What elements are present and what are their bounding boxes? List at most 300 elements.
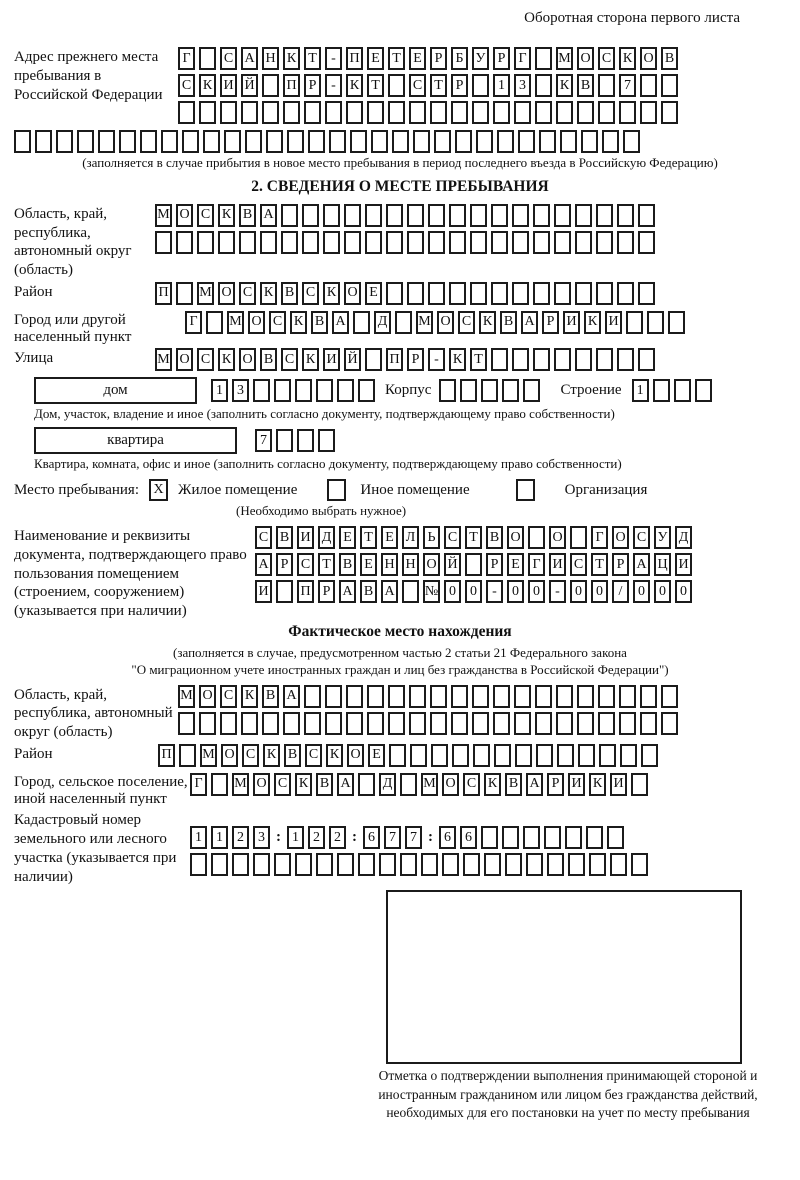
char-cell[interactable] — [575, 231, 592, 254]
char-cell[interactable] — [640, 685, 657, 708]
char-cell[interactable] — [554, 231, 571, 254]
stroenie-cells[interactable] — [632, 379, 716, 402]
char-cell[interactable]: В — [311, 311, 328, 334]
char-cell[interactable] — [502, 379, 519, 402]
char-cell[interactable] — [554, 204, 571, 227]
char-cell[interactable]: М — [155, 348, 172, 371]
char-cell[interactable] — [575, 348, 592, 371]
house-cells[interactable] — [211, 379, 379, 402]
char-cell[interactable]: Д — [318, 526, 335, 549]
char-cell[interactable] — [617, 348, 634, 371]
char-cell[interactable]: 0 — [444, 580, 461, 603]
char-cell[interactable] — [598, 74, 615, 97]
char-cell[interactable] — [523, 826, 540, 849]
char-cell[interactable] — [276, 580, 293, 603]
char-cell[interactable] — [484, 853, 501, 876]
region-row-2[interactable] — [155, 231, 659, 254]
char-cell[interactable]: К — [302, 348, 319, 371]
char-cell[interactable] — [224, 130, 241, 153]
char-cell[interactable]: О — [577, 47, 594, 70]
char-cell[interactable]: И — [323, 348, 340, 371]
char-cell[interactable]: К — [295, 773, 312, 796]
korpus-cells[interactable] — [439, 379, 544, 402]
char-cell[interactable] — [178, 712, 195, 735]
char-cell[interactable] — [283, 101, 300, 124]
char-cell[interactable]: Р — [542, 311, 559, 334]
char-cell[interactable] — [283, 712, 300, 735]
char-cell[interactable] — [626, 311, 643, 334]
char-cell[interactable]: Р — [493, 47, 510, 70]
char-cell[interactable] — [428, 231, 445, 254]
char-cell[interactable] — [367, 712, 384, 735]
char-cell[interactable] — [556, 101, 573, 124]
char-cell[interactable] — [577, 101, 594, 124]
char-cell[interactable] — [430, 712, 447, 735]
char-cell[interactable]: А — [332, 311, 349, 334]
char-cell[interactable] — [674, 379, 691, 402]
char-cell[interactable]: Н — [381, 553, 398, 576]
char-cell[interactable] — [514, 685, 531, 708]
char-cell[interactable] — [491, 204, 508, 227]
char-cell[interactable]: Л — [402, 526, 419, 549]
char-cell[interactable] — [589, 853, 606, 876]
char-cell[interactable] — [77, 130, 94, 153]
char-cell[interactable]: С — [220, 685, 237, 708]
char-cell[interactable]: В — [262, 685, 279, 708]
char-cell[interactable] — [281, 204, 298, 227]
char-cell[interactable] — [190, 853, 207, 876]
char-cell[interactable] — [337, 853, 354, 876]
char-cell[interactable] — [560, 130, 577, 153]
char-cell[interactable]: К — [283, 47, 300, 70]
char-cell[interactable] — [199, 47, 216, 70]
char-cell[interactable] — [439, 379, 456, 402]
char-cell[interactable] — [640, 101, 657, 124]
char-cell[interactable]: 6 — [363, 826, 380, 849]
char-cell[interactable] — [631, 773, 648, 796]
char-cell[interactable] — [402, 580, 419, 603]
char-cell[interactable] — [451, 712, 468, 735]
char-cell[interactable]: С — [633, 526, 650, 549]
char-cell[interactable] — [539, 130, 556, 153]
char-cell[interactable] — [220, 712, 237, 735]
char-cell[interactable]: 7 — [619, 74, 636, 97]
char-cell[interactable]: П — [155, 282, 172, 305]
char-cell[interactable] — [274, 379, 291, 402]
char-cell[interactable] — [431, 744, 448, 767]
char-cell[interactable]: А — [526, 773, 543, 796]
char-cell[interactable]: Д — [379, 773, 396, 796]
char-cell[interactable] — [472, 712, 489, 735]
char-cell[interactable] — [449, 231, 466, 254]
char-cell[interactable]: 0 — [675, 580, 692, 603]
char-cell[interactable] — [535, 712, 552, 735]
char-cell[interactable]: В — [505, 773, 522, 796]
char-cell[interactable] — [35, 130, 52, 153]
char-cell[interactable] — [410, 744, 427, 767]
char-cell[interactable] — [409, 712, 426, 735]
char-cell[interactable]: Т — [304, 47, 321, 70]
char-cell[interactable] — [365, 204, 382, 227]
char-cell[interactable] — [586, 826, 603, 849]
char-cell[interactable]: Р — [276, 553, 293, 576]
char-cell[interactable]: 1 — [493, 74, 510, 97]
char-cell[interactable] — [56, 130, 73, 153]
char-cell[interactable] — [388, 685, 405, 708]
char-cell[interactable]: О — [612, 526, 629, 549]
char-cell[interactable]: 2 — [308, 826, 325, 849]
char-cell[interactable]: И — [220, 74, 237, 97]
char-cell[interactable]: К — [619, 47, 636, 70]
char-cell[interactable]: С — [197, 204, 214, 227]
char-cell[interactable]: К — [323, 282, 340, 305]
char-cell[interactable] — [578, 744, 595, 767]
char-cell[interactable] — [388, 101, 405, 124]
char-cell[interactable]: Е — [360, 553, 377, 576]
char-cell[interactable]: 0 — [654, 580, 671, 603]
char-cell[interactable] — [302, 204, 319, 227]
char-cell[interactable]: А — [381, 580, 398, 603]
char-cell[interactable] — [386, 204, 403, 227]
char-cell[interactable] — [197, 231, 214, 254]
char-cell[interactable] — [182, 130, 199, 153]
char-cell[interactable]: Р — [451, 74, 468, 97]
prev-address-row-2[interactable] — [178, 74, 682, 97]
char-cell[interactable] — [428, 204, 445, 227]
char-cell[interactable]: Е — [409, 47, 426, 70]
char-cell[interactable]: 0 — [465, 580, 482, 603]
char-cell[interactable] — [596, 204, 613, 227]
char-cell[interactable] — [428, 282, 445, 305]
char-cell[interactable]: М — [155, 204, 172, 227]
char-cell[interactable] — [358, 853, 375, 876]
char-cell[interactable]: Г — [528, 553, 545, 576]
actual-city-row[interactable] — [190, 773, 652, 796]
char-cell[interactable]: К — [260, 282, 277, 305]
char-cell[interactable] — [297, 429, 314, 452]
char-cell[interactable]: 2 — [329, 826, 346, 849]
char-cell[interactable] — [528, 526, 545, 549]
char-cell[interactable]: Й — [444, 553, 461, 576]
char-cell[interactable] — [325, 712, 342, 735]
char-cell[interactable] — [388, 712, 405, 735]
char-cell[interactable] — [581, 130, 598, 153]
char-cell[interactable] — [253, 379, 270, 402]
char-cell[interactable]: А — [255, 553, 272, 576]
char-cell[interactable]: 7 — [405, 826, 422, 849]
char-cell[interactable] — [218, 231, 235, 254]
char-cell[interactable] — [565, 826, 582, 849]
char-cell[interactable] — [598, 712, 615, 735]
char-cell[interactable]: Д — [374, 311, 391, 334]
char-cell[interactable] — [178, 101, 195, 124]
char-cell[interactable]: Б — [451, 47, 468, 70]
char-cell[interactable]: 3 — [253, 826, 270, 849]
district-row[interactable] — [155, 282, 659, 305]
char-cell[interactable]: 6 — [439, 826, 456, 849]
char-cell[interactable]: Е — [339, 526, 356, 549]
char-cell[interactable]: Е — [507, 553, 524, 576]
char-cell[interactable] — [386, 231, 403, 254]
char-cell[interactable]: К — [218, 348, 235, 371]
char-cell[interactable]: О — [640, 47, 657, 70]
char-cell[interactable] — [337, 379, 354, 402]
char-cell[interactable] — [388, 74, 405, 97]
char-cell[interactable] — [470, 204, 487, 227]
prev-address-row-4[interactable] — [14, 130, 786, 153]
char-cell[interactable] — [653, 379, 670, 402]
char-cell[interactable] — [661, 74, 678, 97]
char-cell[interactable]: И — [605, 311, 622, 334]
char-cell[interactable] — [211, 853, 228, 876]
char-cell[interactable] — [140, 130, 157, 153]
char-cell[interactable] — [329, 130, 346, 153]
char-cell[interactable] — [472, 685, 489, 708]
char-cell[interactable]: Г — [185, 311, 202, 334]
char-cell[interactable] — [533, 282, 550, 305]
char-cell[interactable] — [544, 826, 561, 849]
char-cell[interactable]: И — [675, 553, 692, 576]
char-cell[interactable] — [602, 130, 619, 153]
char-cell[interactable]: М — [556, 47, 573, 70]
char-cell[interactable] — [619, 712, 636, 735]
char-cell[interactable]: В — [276, 526, 293, 549]
char-cell[interactable]: О — [253, 773, 270, 796]
char-cell[interactable] — [451, 685, 468, 708]
char-cell[interactable] — [367, 101, 384, 124]
char-cell[interactable]: В — [486, 526, 503, 549]
char-cell[interactable]: Г — [591, 526, 608, 549]
char-cell[interactable] — [346, 685, 363, 708]
char-cell[interactable]: И — [255, 580, 272, 603]
char-cell[interactable]: С — [178, 74, 195, 97]
char-cell[interactable] — [407, 282, 424, 305]
char-cell[interactable]: К — [263, 744, 280, 767]
char-cell[interactable]: К — [199, 74, 216, 97]
char-cell[interactable] — [598, 101, 615, 124]
char-cell[interactable]: С — [409, 74, 426, 97]
char-cell[interactable] — [455, 130, 472, 153]
char-cell[interactable]: Ц — [654, 553, 671, 576]
char-cell[interactable] — [346, 712, 363, 735]
char-cell[interactable]: Р — [304, 74, 321, 97]
char-cell[interactable] — [161, 130, 178, 153]
char-cell[interactable]: С — [305, 744, 322, 767]
char-cell[interactable]: 0 — [633, 580, 650, 603]
char-cell[interactable]: М — [421, 773, 438, 796]
char-cell[interactable]: В — [281, 282, 298, 305]
char-cell[interactable] — [14, 130, 31, 153]
char-cell[interactable] — [206, 311, 223, 334]
char-cell[interactable] — [610, 853, 627, 876]
char-cell[interactable] — [502, 826, 519, 849]
char-cell[interactable] — [533, 348, 550, 371]
char-cell[interactable]: Т — [360, 526, 377, 549]
char-cell[interactable] — [491, 282, 508, 305]
char-cell[interactable] — [407, 231, 424, 254]
char-cell[interactable] — [287, 130, 304, 153]
char-cell[interactable]: С — [269, 311, 286, 334]
char-cell[interactable]: В — [577, 74, 594, 97]
char-cell[interactable]: А — [260, 204, 277, 227]
char-cell[interactable]: С — [197, 348, 214, 371]
char-cell[interactable]: К — [326, 744, 343, 767]
actual-district-row[interactable] — [158, 744, 662, 767]
char-cell[interactable]: Т — [318, 553, 335, 576]
char-cell[interactable] — [638, 204, 655, 227]
char-cell[interactable] — [481, 379, 498, 402]
char-cell[interactable]: Т — [430, 74, 447, 97]
char-cell[interactable]: И — [297, 526, 314, 549]
char-cell[interactable]: У — [472, 47, 489, 70]
char-cell[interactable]: О — [549, 526, 566, 549]
char-cell[interactable]: К — [346, 74, 363, 97]
char-cell[interactable] — [640, 74, 657, 97]
char-cell[interactable]: О — [199, 685, 216, 708]
char-cell[interactable]: А — [521, 311, 538, 334]
char-cell[interactable] — [617, 204, 634, 227]
char-cell[interactable]: М — [200, 744, 217, 767]
char-cell[interactable]: 2 — [232, 826, 249, 849]
char-cell[interactable]: М — [178, 685, 195, 708]
char-cell[interactable]: Г — [514, 47, 531, 70]
char-cell[interactable] — [514, 712, 531, 735]
char-cell[interactable] — [472, 101, 489, 124]
char-cell[interactable] — [570, 526, 587, 549]
char-cell[interactable] — [379, 853, 396, 876]
char-cell[interactable]: № — [423, 580, 440, 603]
char-cell[interactable] — [512, 204, 529, 227]
char-cell[interactable] — [304, 685, 321, 708]
char-cell[interactable]: 0 — [570, 580, 587, 603]
document-row-2[interactable] — [255, 553, 696, 576]
char-cell[interactable]: Е — [365, 282, 382, 305]
prev-address-row-1[interactable] — [178, 47, 682, 70]
char-cell[interactable] — [281, 231, 298, 254]
char-cell[interactable]: В — [339, 553, 356, 576]
char-cell[interactable]: 1 — [190, 826, 207, 849]
char-cell[interactable] — [386, 282, 403, 305]
char-cell[interactable] — [505, 853, 522, 876]
char-cell[interactable]: - — [428, 348, 445, 371]
char-cell[interactable] — [395, 311, 412, 334]
char-cell[interactable]: С — [274, 773, 291, 796]
char-cell[interactable]: К — [484, 773, 501, 796]
char-cell[interactable]: С — [458, 311, 475, 334]
prev-address-row-3[interactable] — [178, 101, 682, 124]
char-cell[interactable] — [599, 744, 616, 767]
char-cell[interactable]: О — [221, 744, 238, 767]
char-cell[interactable] — [304, 712, 321, 735]
char-cell[interactable]: Д — [675, 526, 692, 549]
char-cell[interactable] — [515, 744, 532, 767]
char-cell[interactable]: О — [239, 348, 256, 371]
char-cell[interactable]: Й — [241, 74, 258, 97]
char-cell[interactable]: П — [297, 580, 314, 603]
char-cell[interactable] — [179, 744, 196, 767]
char-cell[interactable] — [323, 231, 340, 254]
char-cell[interactable]: - — [325, 47, 342, 70]
char-cell[interactable]: В — [360, 580, 377, 603]
char-cell[interactable]: М — [416, 311, 433, 334]
char-cell[interactable]: - — [486, 580, 503, 603]
char-cell[interactable] — [155, 231, 172, 254]
char-cell[interactable] — [494, 744, 511, 767]
char-cell[interactable] — [577, 712, 594, 735]
char-cell[interactable] — [262, 74, 279, 97]
char-cell[interactable] — [512, 231, 529, 254]
char-cell[interactable] — [535, 685, 552, 708]
char-cell[interactable]: 0 — [591, 580, 608, 603]
street-row[interactable] — [155, 348, 659, 371]
char-cell[interactable] — [470, 231, 487, 254]
char-cell[interactable] — [407, 204, 424, 227]
char-cell[interactable] — [371, 130, 388, 153]
char-cell[interactable] — [325, 101, 342, 124]
char-cell[interactable] — [619, 685, 636, 708]
char-cell[interactable] — [668, 311, 685, 334]
char-cell[interactable] — [308, 130, 325, 153]
char-cell[interactable] — [631, 853, 648, 876]
char-cell[interactable] — [596, 282, 613, 305]
char-cell[interactable] — [695, 379, 712, 402]
char-cell[interactable] — [617, 282, 634, 305]
char-cell[interactable]: 0 — [507, 580, 524, 603]
actual-region-row-1[interactable] — [178, 685, 682, 708]
char-cell[interactable]: П — [283, 74, 300, 97]
checkbox-organization[interactable] — [516, 479, 535, 501]
char-cell[interactable]: - — [549, 580, 566, 603]
char-cell[interactable]: 0 — [528, 580, 545, 603]
char-cell[interactable]: В — [284, 744, 301, 767]
char-cell[interactable]: А — [633, 553, 650, 576]
char-cell[interactable]: С — [281, 348, 298, 371]
char-cell[interactable] — [536, 744, 553, 767]
char-cell[interactable]: С — [463, 773, 480, 796]
char-cell[interactable]: 7 — [384, 826, 401, 849]
char-cell[interactable] — [661, 101, 678, 124]
char-cell[interactable] — [647, 311, 664, 334]
char-cell[interactable] — [421, 853, 438, 876]
char-cell[interactable]: Р — [612, 553, 629, 576]
char-cell[interactable] — [575, 282, 592, 305]
char-cell[interactable] — [199, 712, 216, 735]
char-cell[interactable] — [409, 101, 426, 124]
char-cell[interactable] — [245, 130, 262, 153]
char-cell[interactable]: У — [654, 526, 671, 549]
char-cell[interactable] — [641, 744, 658, 767]
char-cell[interactable]: Е — [368, 744, 385, 767]
char-cell[interactable] — [473, 744, 490, 767]
char-cell[interactable]: А — [339, 580, 356, 603]
char-cell[interactable] — [557, 744, 574, 767]
char-cell[interactable] — [619, 101, 636, 124]
char-cell[interactable] — [512, 348, 529, 371]
char-cell[interactable] — [493, 101, 510, 124]
cadastral-row-2[interactable] — [190, 853, 652, 876]
char-cell[interactable]: К — [218, 204, 235, 227]
char-cell[interactable]: С — [255, 526, 272, 549]
char-cell[interactable]: 3 — [514, 74, 531, 97]
char-cell[interactable]: К — [290, 311, 307, 334]
char-cell[interactable]: О — [507, 526, 524, 549]
char-cell[interactable] — [465, 553, 482, 576]
char-cell[interactable] — [523, 379, 540, 402]
char-cell[interactable]: / — [612, 580, 629, 603]
char-cell[interactable]: К — [241, 685, 258, 708]
char-cell[interactable] — [430, 101, 447, 124]
char-cell[interactable] — [325, 685, 342, 708]
